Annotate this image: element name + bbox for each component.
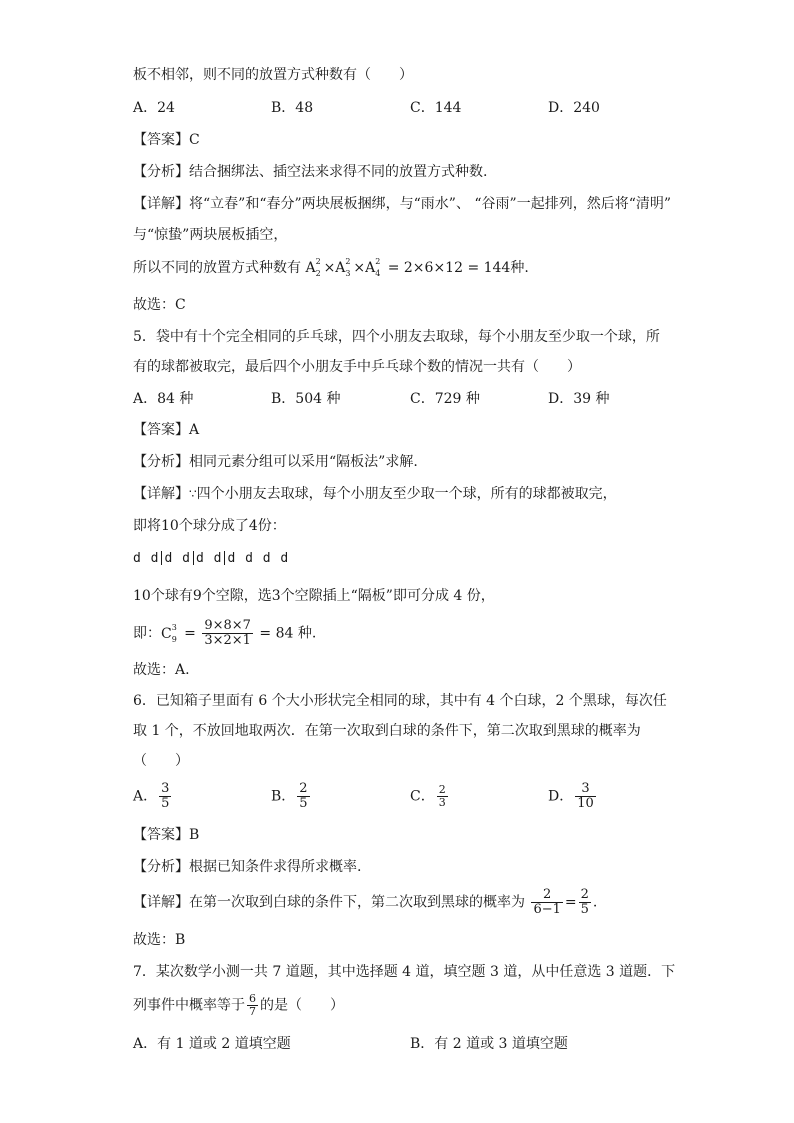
q6-conclusion: 故选：B <box>133 932 186 948</box>
q4-option-b: B．48 <box>271 100 314 116</box>
q4-option-c: C．144 <box>410 100 462 116</box>
q5-partition-diagram <box>133 549 289 568</box>
divider-icon <box>224 551 225 565</box>
q5-option-a: A．84 种 <box>133 391 194 407</box>
q5-option-b: B．504 种 <box>271 391 341 407</box>
ball-group: d d <box>133 551 160 566</box>
q6-analysis: 【分析】根据已知条件求得所求概率. <box>133 859 362 875</box>
ball-group: d d <box>164 551 191 566</box>
q4-analysis: 【分析】结合捆绑法、插空法来求得不同的放置方式种数. <box>133 164 488 180</box>
q6-option-c: C． $\frac{2}{3}$ <box>410 783 446 809</box>
ball-group: d d <box>195 551 223 566</box>
q6-option-b: B． $\frac{2}{5}$ <box>271 781 308 811</box>
q5-detail-line5: 即：C 3 9 = $\frac{9\times 8\times 7}{3\times 2\times 1}$ = 84 种. <box>133 618 317 648</box>
q6-stem-line2: 取 1 个，不放回地取两次．在第一次取到白球的条件下，第二次取到黑球的概率为 <box>133 723 641 739</box>
q5-detail-line2: 即将10个球分成了4份： <box>133 518 286 534</box>
q5-stem-line2: 有的球都被取完，最后四个小朋友手中乒乓球个数的情况一共有（ ） <box>133 359 581 375</box>
q5-stem-line1: 5．袋中有十个完全相同的乒乓球，四个小朋友去取球，每个小朋友至少取一个球，所 <box>133 329 660 345</box>
q6-stem-line1: 6．已知箱子里面有 6 个大小形状完全相同的球，其中有 4 个白球，2 个黑球，每次任 <box>133 693 667 709</box>
combination-symbol: C 3 9 <box>161 622 177 644</box>
q7-stem-line2: 列事件中概率等于 $\frac{6}{7}$ 的是（ ） <box>133 992 344 1018</box>
q5-detail-line1: 【详解】∵四个小朋友去取球，每个小朋友至少取一个球，所有的球都被取完， <box>133 486 617 502</box>
q4-detail-line1: 【详解】将“立春”和“春分”两块展板捆绑，与“雨水”、 “谷雨”一起排列，然后将“清明” <box>133 196 672 212</box>
q7-option-b: B．有 2 道或 3 道填空题 <box>410 1036 568 1052</box>
q4-option-d: D．240 <box>548 100 600 116</box>
divider-icon <box>193 551 194 565</box>
q6-option-d: D． $\frac{3}{10}$ <box>548 781 594 811</box>
q5-analysis: 【分析】相同元素分组可以采用“隔板法”求解. <box>133 454 418 470</box>
q5-answer: 【答案】A <box>133 422 200 438</box>
q6-answer: 【答案】B <box>133 827 200 843</box>
q6-detail: 【详解】在第一次取到白球的条件下，第二次取到黑球的概率为 $\frac{2}{6-1}$ = $\frac{2}{5}$ . <box>133 887 598 917</box>
q7-option-a: A．有 1 道或 2 道填空题 <box>133 1036 291 1052</box>
q6-option-a: A． $\frac{3}{5}$ <box>133 781 170 811</box>
divider-icon <box>161 551 162 565</box>
q6-stem-line3: （ ） <box>133 753 189 769</box>
q5-option-d: D．39 种 <box>548 391 610 407</box>
ball-group: d d d d <box>227 551 290 566</box>
q4-detail-line3: 所以不同的放置方式种数有 A 2 2 ×A 2 3 ×A 2 4 = 2×6×12 = 144种. <box>133 257 529 278</box>
q5-conclusion: 故选：A. <box>133 662 190 678</box>
q4-stem-tail: 板不相邻，则不同的放置方式种数有（ ） <box>133 67 413 83</box>
q7-stem-line1: 7．某次数学小测一共 7 道题，其中选择题 4 道，填空题 3 道，从中任意选 3 道题．下 <box>133 964 676 980</box>
q4-conclusion: 故选：C <box>133 297 186 313</box>
q4-answer: 【答案】C <box>133 132 200 148</box>
because-icon: ∵ <box>189 487 197 501</box>
q6-fraction-1: $\frac{2}{6-1}$ <box>533 887 561 917</box>
q5-detail-line4: 10个球有9个空隙，选3个空隙插上“隔板”即可分成 4 份， <box>133 588 495 604</box>
q7-fraction: $\frac{6}{7}$ <box>249 992 256 1018</box>
q4-detail-line2: 与“惊蛰”两块展板插空， <box>133 227 288 243</box>
q4-option-a: A．24 <box>133 100 175 116</box>
q5-fraction: $\frac{9\times 8\times 7}{3\times 2\times 1}$ <box>204 618 251 648</box>
q6-fraction-2: $\frac{2}{5}$ <box>580 887 589 917</box>
q4-permutation-formula: A 2 2 ×A 2 3 ×A 2 4 <box>305 257 381 278</box>
q5-option-c: C．729 种 <box>410 391 480 407</box>
